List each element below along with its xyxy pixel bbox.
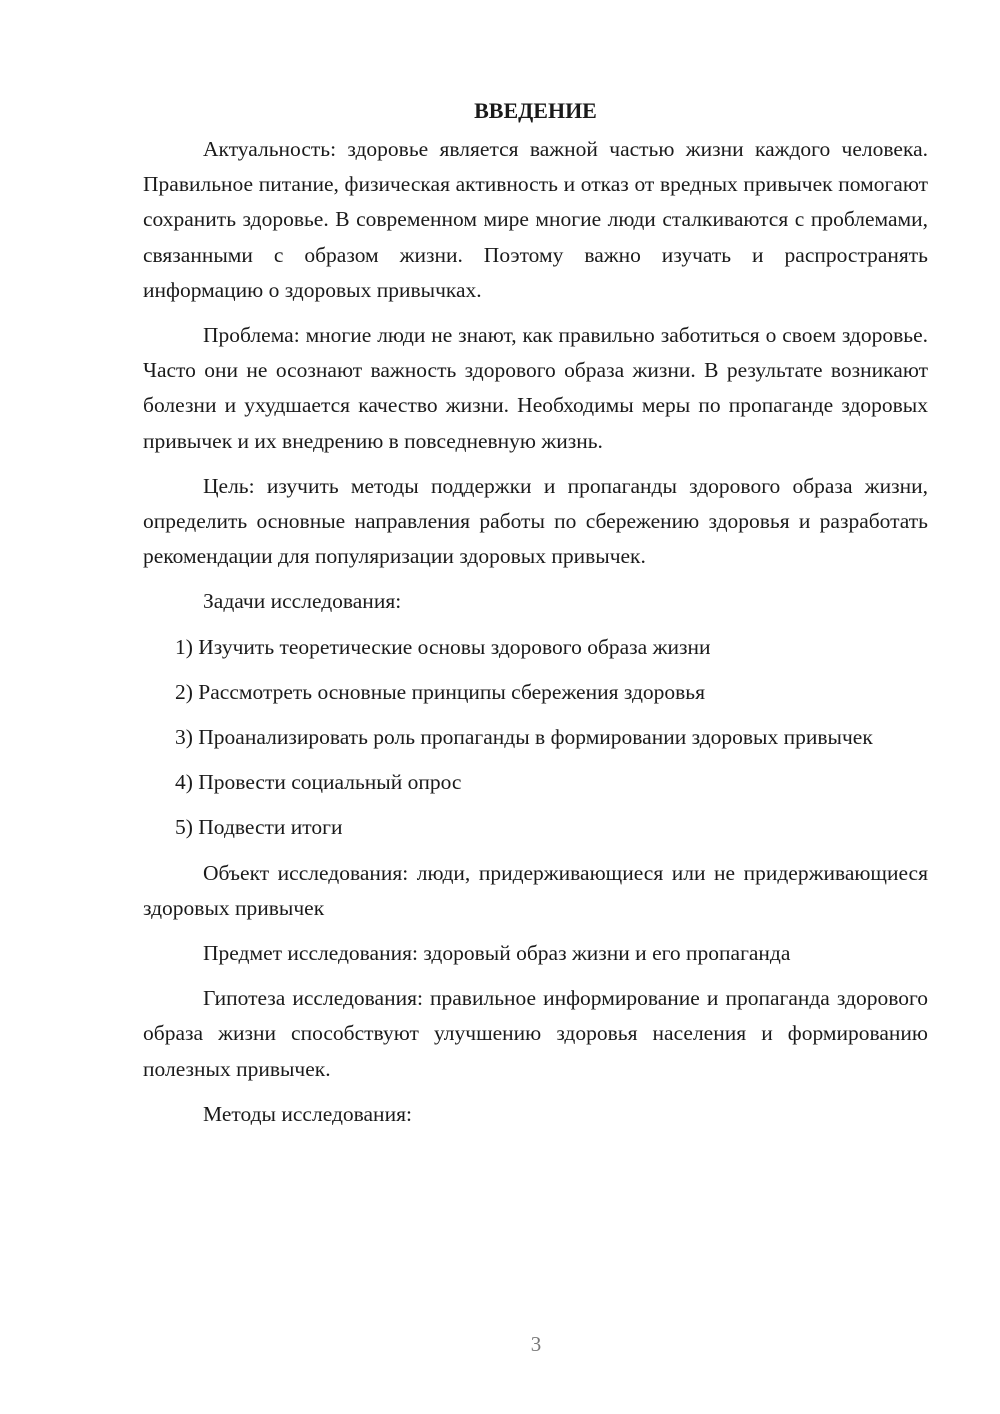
object-paragraph: Объект исследования: люди, придерживающиеся или не придерживающиеся здоровых привычек — [143, 860, 928, 920]
task-item-2: 2) Рассмотреть основные принципы сбережения здоровья — [175, 679, 706, 704]
methods-paragraph: Методы исследования: — [203, 1101, 412, 1126]
problem-paragraph: Проблема: многие люди не знают, как правильно заботиться о своем здоровье. Часто они не осознают важность здорового образа жизни. В результате возникают болезни и ухудшается качество жизни. Необходимы меры по пропаганде здоровых привычек и их внедрению в повседневную жизнь. — [143, 323, 928, 453]
document-page — [143, 96, 928, 1142]
subject-paragraph: Предмет исследования: здоровый образ жизни и его пропаганда — [203, 941, 791, 966]
tasks-heading: Задачи исследования: — [203, 589, 402, 614]
goal-paragraph: Цель: изучить методы поддержки и пропаганды здорового образа жизни, определить основные направления работы по сбережению здоровья и разработать рекомендации для популяризации здоровых привычек. — [143, 473, 928, 569]
task-item-3: 3) Проанализировать роль пропаганды в формировании здоровых привычек — [175, 725, 873, 750]
task-item-5: 5) Подвести итоги — [175, 815, 343, 840]
relevance-paragraph: Актуальность: здоровье является важной частью жизни каждого человека. Правильное питание, физическая активность и отказ от вредных привычек помогают сохранить здоровье. В современном мире многие люди сталкиваются с проблемами, связанными с образом жизни. Поэтому важно изучать и распространять информацию о здоровых привычках. — [143, 137, 928, 302]
task-item-1: 1) Изучить теоретические основы здорового образа жизни — [175, 634, 711, 659]
section-heading: ВВЕДЕНИЕ — [474, 98, 597, 123]
task-item-4: 4) Провести социальный опрос — [175, 770, 462, 795]
page-number: 3 — [530, 1332, 542, 1356]
hypothesis-paragraph: Гипотеза исследования: правильное информирование и пропаганда здорового образа жизни способствуют улучшению здоровья населения и формированию полезных привычек. — [143, 986, 928, 1081]
